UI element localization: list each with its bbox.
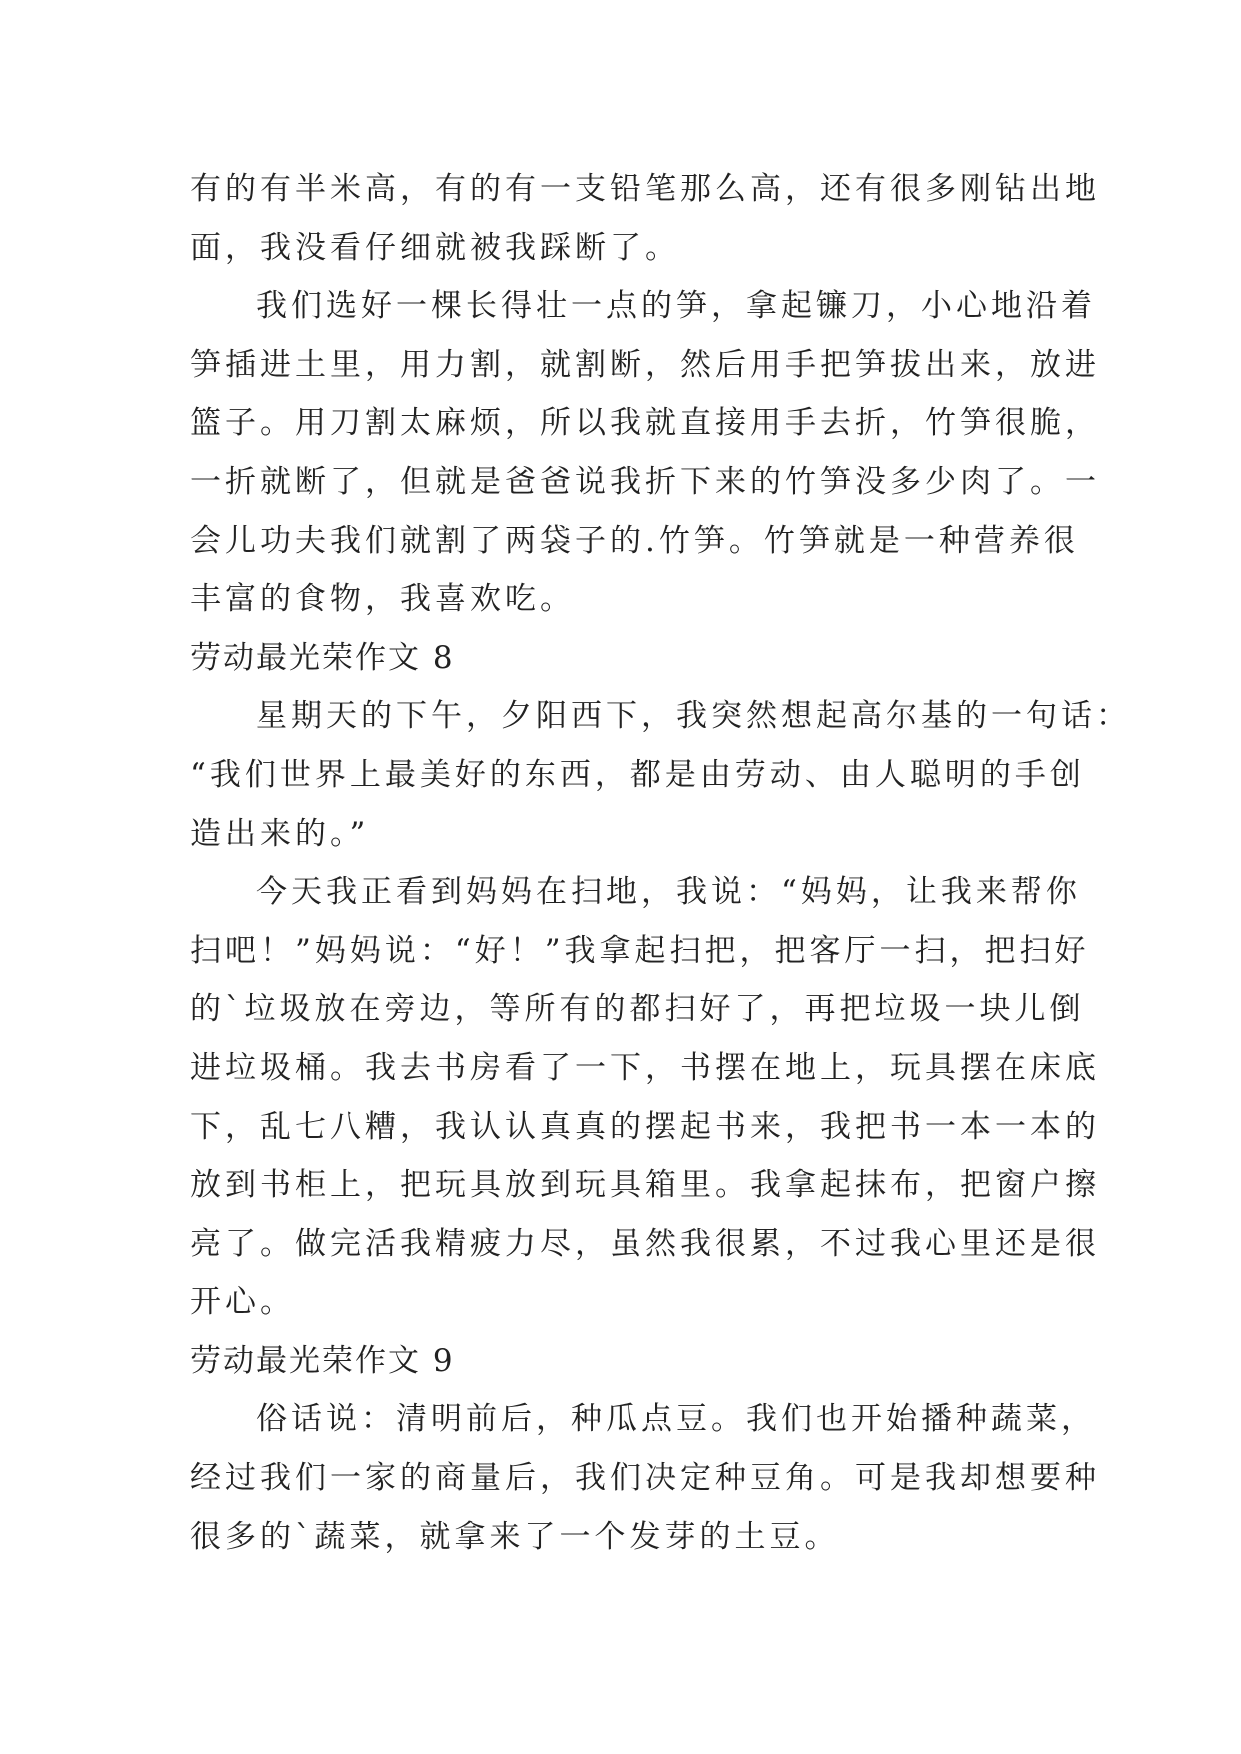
text-line: 的`垃圾放在旁边，等所有的都扫好了，再把垃圾一块儿倒 bbox=[190, 991, 1085, 1028]
text-line: 扫吧！”妈妈说：“好！”我拿起扫把，把客厅一扫，把扫好 bbox=[190, 932, 1090, 969]
text-line: 会儿功夫我们就割了两袋子的.竹笋。竹笋就是一种营养很 bbox=[190, 522, 1079, 559]
text-line: 开心。 bbox=[190, 1284, 295, 1321]
text-line: 笋插进土里，用力割，就割断，然后用手把笋拔出来，放进 bbox=[190, 346, 1100, 383]
text-line: 亮了。做完活我精疲力尽，虽然我很累，不过我心里还是很 bbox=[190, 1225, 1100, 1262]
text-line: 很多的`蔬菜，就拿来了一个发芽的土豆。 bbox=[190, 1518, 840, 1555]
text-line: 有的有半米高，有的有一支铅笔那么高，还有很多刚钻出地 bbox=[190, 171, 1100, 207]
text-line: 进垃圾桶。我去书房看了一下，书摆在地上，玩具摆在床底 bbox=[190, 1049, 1100, 1086]
article-body bbox=[190, 160, 1131, 1566]
paragraph-start-line: 俗话说：清明前后，种瓜点豆。我们也开始播种蔬菜， bbox=[256, 1401, 1096, 1438]
text-line: 造出来的。” bbox=[190, 815, 370, 852]
text-line: 一折就断了，但就是爸爸说我折下来的竹笋没多少肉了。一 bbox=[190, 463, 1100, 500]
section-heading: 劳动最光荣作文 9 bbox=[190, 1342, 455, 1379]
paragraph-start-line: 今天我正看到妈妈在扫地，我说：“妈妈，让我来帮你 bbox=[256, 874, 1081, 911]
text-line: 下，乱七八糟，我认认真真的摆起书来，我把书一本一本的 bbox=[190, 1108, 1100, 1145]
text-line: 放到书柜上，把玩具放到玩具箱里。我拿起抹布，把窗户擦 bbox=[190, 1167, 1100, 1204]
paragraph-start-line: 我们选好一棵长得壮一点的笋，拿起镰刀，小心地沿着 bbox=[256, 288, 1096, 325]
paragraph-start-line: 星期天的下午，夕阳西下，我突然想起高尔基的一句话： bbox=[256, 698, 1131, 735]
text-line: “我们世界上最美好的东西，都是由劳动、由人聪明的手创 bbox=[190, 756, 1085, 793]
text-line: 篮子。用刀割太麻烦，所以我就直接用手去折，竹笋很脆， bbox=[190, 405, 1100, 442]
section-heading: 劳动最光荣作文 8 bbox=[190, 639, 455, 676]
text-line: 丰富的食物，我喜欢吃。 bbox=[190, 581, 575, 618]
text-line: 经过我们一家的商量后，我们决定种豆角。可是我却想要种 bbox=[190, 1460, 1100, 1497]
text-line: 面，我没看仔细就被我踩断了。 bbox=[190, 229, 680, 266]
